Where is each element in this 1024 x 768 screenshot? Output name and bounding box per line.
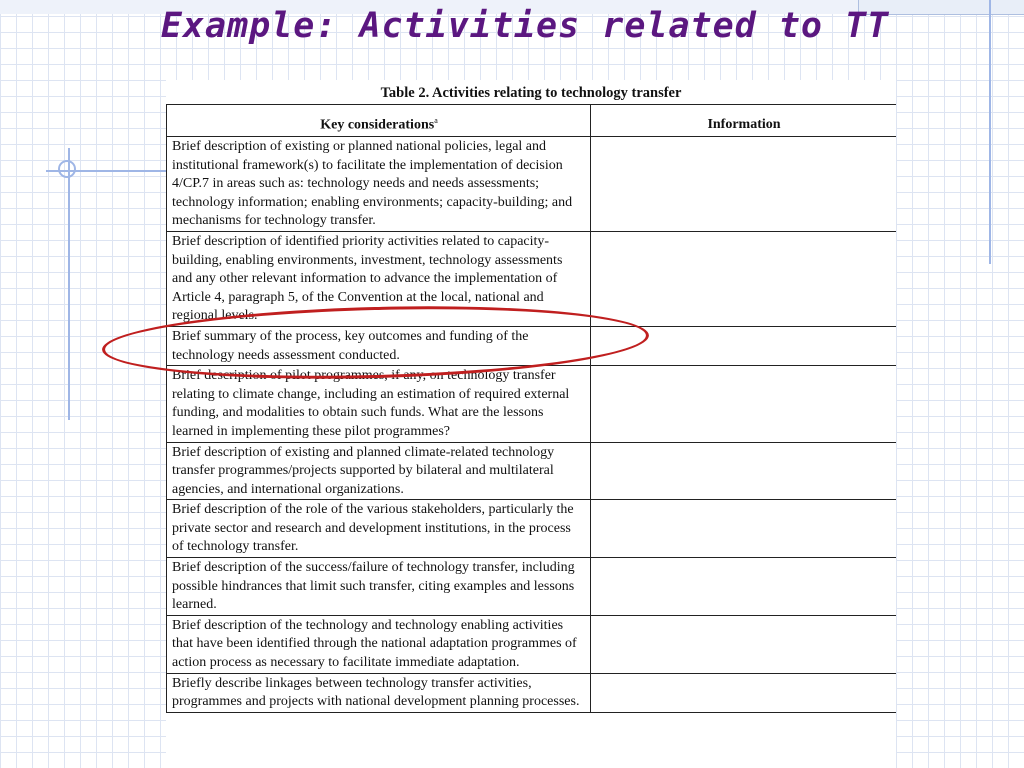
key-consideration-cell: Brief description of existing or planned national policies, legal and institutional framework(s) to facilitate the implementation of decision 4/CP.7 in areas such as: technology needs and needs assessments; technology information; enabling environments; capacity-building; and mechanisms for technology transfer. bbox=[167, 137, 591, 232]
table-row bbox=[167, 673, 897, 712]
information-cell bbox=[591, 442, 897, 500]
key-consideration-cell: Brief description of the technology and technology enabling activities that have been identified through the national adaptation programmes of action process as necessary to facilitate immediate adaptation. bbox=[167, 615, 591, 673]
table-row bbox=[167, 615, 897, 673]
table-row bbox=[167, 137, 897, 232]
key-consideration-cell: Brief description of the success/failure of technology transfer, including possible hindrances that limit such transfer, citing examples and lessons learned. bbox=[167, 558, 591, 616]
information-cell bbox=[591, 673, 897, 712]
key-consideration-cell: Brief description of existing and planned climate-related technology transfer programmes/projects supported by bilateral and multilateral agencies, and international organizations. bbox=[167, 442, 591, 500]
decorative-vertical-line bbox=[68, 148, 70, 420]
table-caption: Table 2. Activities relating to technology transfer bbox=[380, 85, 682, 101]
information-cell bbox=[591, 615, 897, 673]
table-header-row bbox=[167, 105, 897, 137]
information-cell bbox=[591, 558, 897, 616]
table-row bbox=[167, 366, 897, 442]
key-consideration-cell: Brief description of the role of the various stakeholders, particularly the private sector and research and development institutions, in the process of technology transfer. bbox=[167, 500, 591, 558]
table-row bbox=[167, 442, 897, 500]
footnote-mark: a bbox=[434, 115, 438, 125]
column-header-information: Information bbox=[591, 105, 897, 137]
column-header-label: Key considerations bbox=[320, 117, 435, 133]
information-cell bbox=[591, 231, 897, 326]
decorative-right-line bbox=[989, 0, 991, 264]
scanned-table-document bbox=[166, 80, 896, 768]
table-row bbox=[167, 558, 897, 616]
slide-title: Example: Activities related to TT bbox=[160, 6, 890, 46]
table-row bbox=[167, 231, 897, 326]
key-consideration-cell: Brief summary of the process, key outcomes and funding of the technology needs assessment conducted. bbox=[167, 326, 591, 365]
decorative-circle-icon bbox=[58, 160, 76, 178]
key-consideration-cell: Brief description of pilot programmes, if any, on technology transfer relating to climate change, including an estimation of required external funding, and modalities to obtain such funds. What are the lessons learned in implementing these pilot programmes? bbox=[167, 366, 591, 442]
table-row bbox=[167, 500, 897, 558]
information-cell bbox=[591, 366, 897, 442]
key-consideration-cell: Brief description of identified priority activities related to capacity-building, enabling environments, investment, technology assessments and any other relevant information to advance the implementation of Article 4, paragraph 5, of the Convention at the local, national and regional levels. bbox=[167, 231, 591, 326]
activities-table bbox=[166, 104, 896, 713]
column-header-key-considerations bbox=[167, 105, 591, 137]
information-cell bbox=[591, 137, 897, 232]
key-consideration-cell: Briefly describe linkages between technology transfer activities, programmes and projects with national development planning processes. bbox=[167, 673, 591, 712]
information-cell bbox=[591, 500, 897, 558]
table-row-highlighted bbox=[167, 326, 897, 365]
information-cell bbox=[591, 326, 897, 365]
